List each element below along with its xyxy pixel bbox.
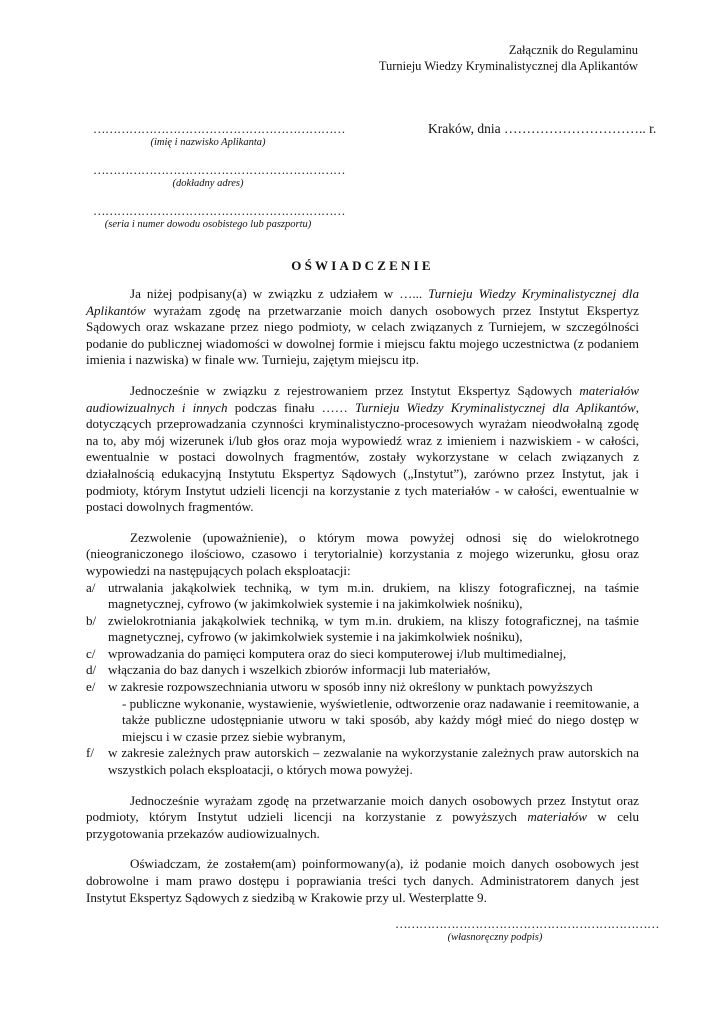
declaration-body bbox=[86, 286, 639, 920]
place-date-line: Kraków, dnia ………………………….. r. bbox=[428, 121, 657, 136]
p4-materials: materiałów bbox=[527, 809, 587, 825]
list-item bbox=[86, 613, 639, 646]
list-marker: b/ bbox=[86, 612, 97, 628]
header-line-2: Turnieju Wiedzy Kryminalistycznej dla Aplikantów bbox=[378, 59, 638, 73]
list-marker: f/ bbox=[86, 745, 94, 761]
address-field bbox=[93, 163, 345, 190]
paragraph-information-clause: Oświadczam, że zostałem(am) poinformowany(a), iż podanie moich danych osobowych jest dobrowolne i mam prawo dostępu i poprawiania treści tych danych. Administratorem danych jest Instytut Ekspertyz Sądowych z siedzibą w Krakowie przy ul. Westerplatte 9. bbox=[86, 856, 639, 905]
p1-text-c: wyrażam zgodę na przetwarzanie moich danych osobowych przez Instytut Ekspertyz Sądowych oraz wskazane przez niego podmioty, w celach związanych z Turniejem, w szczególności podanie do publicznej wiadomości w dowolnej formie i miejscu faktu mojego uczestnictwa (z podaniem imienia i nazwiska) w finale ww. Turnieju, zajętym miejscu itp. bbox=[86, 302, 639, 368]
list-item-text: utrwalania jakąkolwiek techniką, w tym m.in. drukiem, na kliszy fotograficznej, na taśmie magnetycznej, cyfrowo (w jakimkolwiek systemie i na jakimkolwiek nośniku), bbox=[108, 579, 639, 612]
applicant-fields bbox=[93, 122, 345, 245]
signature-block bbox=[395, 917, 659, 944]
p2-text-c: podczas finału …… bbox=[227, 399, 356, 415]
list-item bbox=[86, 646, 639, 663]
header-line-1: Załącznik do Regulaminu bbox=[508, 43, 638, 57]
p1-text-a: Ja niżej podpisany(a) w związku z udziałem w …... bbox=[130, 286, 429, 301]
list-marker: e/ bbox=[86, 679, 96, 695]
p2-materials: materiałów audiowizualnych i innych bbox=[86, 382, 639, 415]
name-field-caption: (imię i nazwisko Aplikanta) bbox=[150, 137, 266, 148]
p1-tournament-name: Turnieju Wiedzy Kryminalistycznej dla Aplikantów bbox=[86, 286, 639, 318]
list-item-text: zwielokrotniania jakąkolwiek techniką, w tym m.in. drukiem, na kliszy fotograficznej, na taśmie magnetycznej, cyfrowo (w jakimkolwiek systemie i na jakimkolwiek nośniku), bbox=[108, 612, 639, 645]
signature-line: ………………………………………………………… bbox=[395, 917, 659, 931]
exploitation-fields-list bbox=[86, 580, 639, 779]
list-item bbox=[86, 679, 639, 745]
address-field-line: ……………………………………………………… bbox=[93, 163, 345, 177]
p2-tournament-name: Turnieju Wiedzy Kryminalistycznej dla Aplikantów bbox=[355, 399, 636, 415]
document-title: OŚWIADCZENIE bbox=[291, 258, 434, 273]
list-item-text: włączania do baz danych i wszelkich zbiorów informacji lub materiałów, bbox=[108, 662, 491, 678]
id-document-field bbox=[93, 204, 345, 231]
paragraph-data-processing bbox=[86, 793, 639, 843]
name-field-line: ……………………………………………………… bbox=[93, 122, 345, 136]
paragraph-consent-turniej bbox=[86, 286, 639, 369]
id-document-field-caption: (seria i numer dowodu osobistego lub paszportu) bbox=[104, 219, 312, 230]
list-item bbox=[86, 580, 639, 613]
list-item-subtext: - publiczne wykonanie, wystawienie, wyświetlenie, odtworzenie oraz nadawanie i reemitowanie, a także publiczne udostępnianie utworu w taki sposób, aby każdy mógł mieć do niego dostęp w miejscu i w czasie przez siebie wybranym, bbox=[122, 695, 640, 744]
name-field bbox=[93, 122, 345, 149]
attachment-header bbox=[379, 42, 638, 74]
address-field-caption: (dokładny adres) bbox=[172, 178, 244, 189]
list-item bbox=[86, 745, 639, 778]
p4-text-c: w celu przygotowania przekazów audiowizualnych. bbox=[86, 809, 639, 841]
list-item-text: w zakresie zależnych praw autorskich – zezwalanie na wykorzystanie zależnych praw autorskich na wszystkich polach eksploatacji, o których mowa powyżej. bbox=[108, 745, 639, 778]
list-item-text: wprowadzania do pamięci komputera oraz do sieci komputerowej i/lub multimedialnej, bbox=[108, 645, 567, 661]
list-marker: d/ bbox=[86, 662, 97, 678]
list-marker: c/ bbox=[86, 645, 96, 661]
signature-caption: (własnoręczny podpis) bbox=[447, 932, 543, 943]
paragraph-image-consent bbox=[86, 383, 639, 516]
list-item bbox=[86, 662, 639, 679]
p2-text-a: Jednocześnie w związku z rejestrowaniem przez Instytut Ekspertyz Sądowych bbox=[130, 382, 580, 398]
p4-text-a: Jednocześnie wyrażam zgodę na przetwarzanie moich danych osobowych przez Instytut oraz podmioty, którym Instytut udzieli licencji na korzystanie z powyższych bbox=[86, 792, 639, 825]
paragraph-permission-scope: Zezwolenie (upoważnienie), o którym mowa powyżej odnosi się do wielokrotnego (nieograniczonego ilościowo, czasowo i terytorialnie) korzystania z mojego wizerunku, głosu oraz wypowiedzi na następujących polach eksploatacji: bbox=[86, 529, 639, 578]
id-document-field-line: ……………………………………………………… bbox=[93, 204, 345, 218]
list-marker: a/ bbox=[86, 579, 96, 595]
list-item-text: w zakresie rozpowszechniania utworu w sposób inny niż określony w punktach powyższych bbox=[108, 679, 593, 695]
p2-text-e: , dotyczących przeprowadzania czynności kryminalistyczno-procesowych wyrażam nieodwołalną zgodę na to, aby mój wizerunek i/lub głos oraz moja wypowiedź wraz z imieniem i nazwiskiem - w całości, ewentualnie w postaci dowolnych fragmentów, zostały wykorzystane w celach związanych z działalnością edukacyjną Instytutu Ekspertyz Sądowych („Instytut”), zarówno przez Instytut, jak i podmioty, którym Instytut udzieli licencji na korzystanie z tych materiałów - w całości, ewentualnie w postaci dowolnych fragmentów. bbox=[86, 399, 640, 515]
